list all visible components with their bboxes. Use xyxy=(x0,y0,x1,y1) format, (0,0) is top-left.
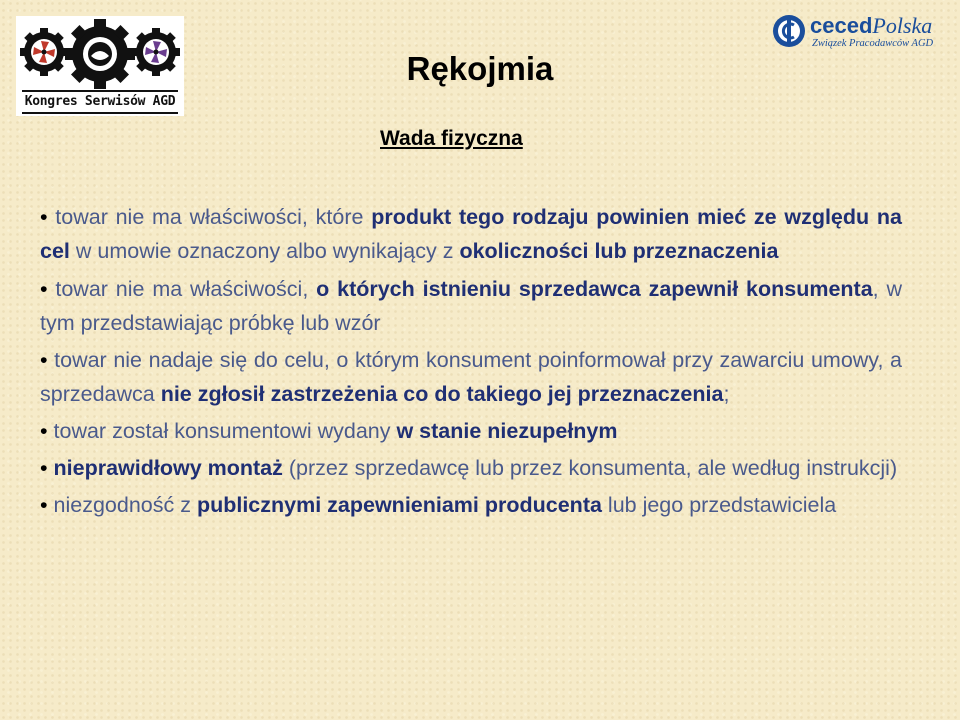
bullet-item: • towar nie nadaje się do celu, o którym konsument poinformował przy zawarciu umowy, a sprzedawca nie zgłosił zastrzeżenia co do takiego jej przeznaczenia; xyxy=(40,348,902,406)
bullet-dot: • xyxy=(40,277,48,301)
bullet-item: • towar nie ma właściwości, które produkt tego rodzaju powinien mieć ze względu na cel w umowie oznaczony albo wynikający z okoliczności lub przeznaczenia xyxy=(40,205,902,263)
bullet-dot: • xyxy=(40,348,48,372)
bullet-item: • niezgodność z publicznymi zapewnieniami producenta lub jego przedstawiciela xyxy=(40,493,837,517)
bullet-dot: • xyxy=(40,419,48,443)
bullet-dot: • xyxy=(40,205,48,229)
bullet-list xyxy=(40,200,902,525)
ceced-subtitle: Związek Pracodawców AGD xyxy=(812,38,934,49)
ceced-emblem-icon xyxy=(772,14,806,48)
ceced-brand-b: Polska xyxy=(872,13,933,38)
slide-subtitle: Wada fizyczna xyxy=(380,127,523,150)
ceced-wordmark xyxy=(810,14,932,38)
ceced-logo xyxy=(772,14,938,52)
bullet-dot: • xyxy=(40,493,48,517)
ceced-brand-a: ceced xyxy=(810,13,873,38)
bullet-item: • nieprawidłowy montaż (przez sprzedawcę lub przez konsumenta, ale według instrukcji) xyxy=(40,456,898,480)
bullet-item: • towar nie ma właściwości, o których istnieniu sprzedawca zapewnił konsumenta, w tym przedstawiając próbkę lub wzór xyxy=(40,277,902,335)
slide-title: Rękojmia xyxy=(406,50,554,87)
kongres-logo-text: Kongres Serwisów AGD xyxy=(22,90,178,114)
bullet-item: • towar został konsumentowi wydany w stanie niezupełnym xyxy=(40,419,618,443)
bullet-dot: • xyxy=(40,456,48,480)
